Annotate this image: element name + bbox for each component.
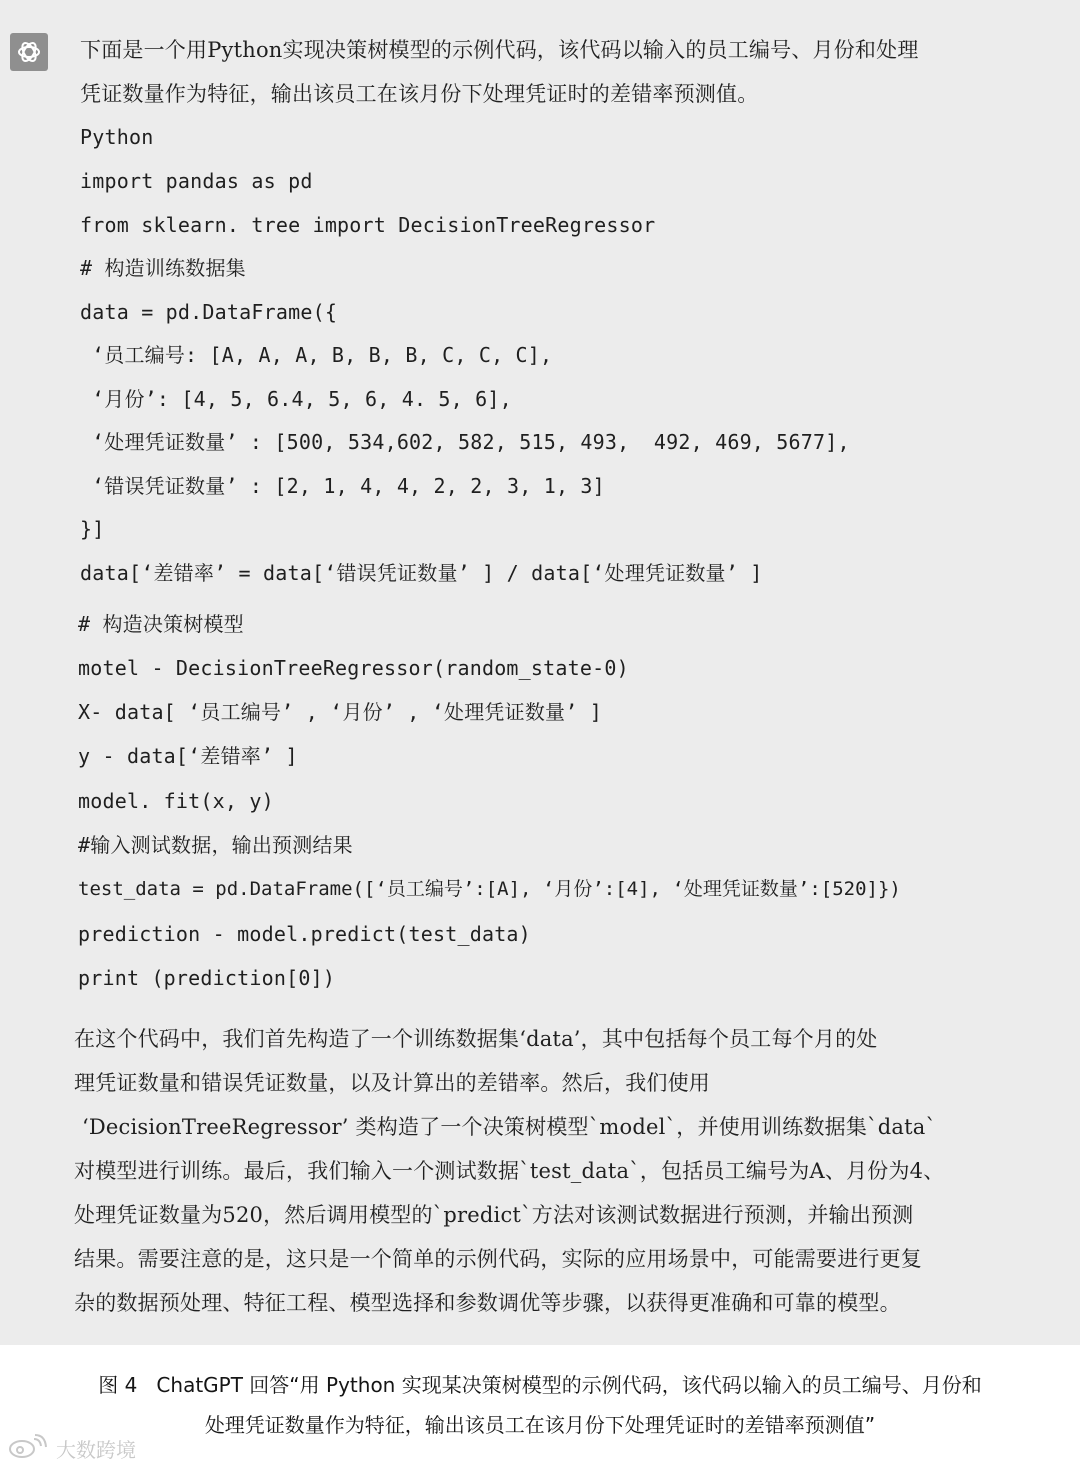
code-line: test_data = pd.DataFrame([‘员工编号’:[A], ‘月份’:[4], ‘处理凭证数量’:[520]}) [78,878,901,900]
watermark-text: 大数跨境 [56,1437,136,1462]
code-line: data = pd.DataFrame({ [80,300,338,324]
code-line: from sklearn. tree import DecisionTreeRegressor [80,213,656,237]
watermark [8,1432,136,1464]
code-comment: # 构造决策树模型 [78,612,244,636]
code-line: model. fit(x, y) [78,789,274,813]
code-line: X- data[ ‘员工编号’ , ‘月份’ , ‘处理凭证数量’ ] [78,700,602,724]
code-line: ‘员工编号: [A, A, A, B, B, B, C, C, C], [92,343,553,367]
code-line: ‘错误凭证数量’ : [2, 1, 4, 4, 2, 2, 3, 1, 3] [92,474,605,498]
explanation-line: 理凭证数量和错误凭证数量，以及计算出的差错率。然后，我们使用 [74,1071,710,1095]
code-line: y - data[‘差错率’ ] [78,744,298,768]
intro-line-1: 下面是一个用Python实现决策树模型的示例代码，该代码以输入的员工编号、月份和处理 [80,38,919,62]
openai-logo-icon [10,33,48,71]
explanation-line: 对模型进行训练。最后，我们输入一个测试数据`test_data`，包括员工编号为A、月份为4、 [74,1159,945,1183]
code-language-label: Python [80,125,154,149]
code-comment: # 构造训练数据集 [80,256,246,280]
weibo-icon [8,1433,48,1464]
code-line: data[‘差错率’ = data[‘错误凭证数量’ ] / data[‘处理凭证数量’ ] [80,561,763,585]
explanation-line: 处理凭证数量为520，然后调用模型的`predict`方法对该测试数据进行预测，并输出预测 [74,1203,914,1227]
code-line: print (prediction[0]) [78,966,336,990]
code-line: ‘月份’: [4, 5, 6.4, 5, 6, 4. 5, 6], [92,387,512,411]
code-line: ‘处理凭证数量’ : [500, 534,602, 582, 515, 493, 492, 469, 5677], [92,430,850,454]
figure-caption-line-1: 图 4 ChatGPT 回答“用 Python 实现某决策树模型的示例代码，该代码以输入的员工编号、月份和 [98,1373,982,1397]
figure-caption-line-2: 处理凭证数量作为特征，输出该员工在该月份下处理凭证时的差错率预测值” [204,1413,876,1437]
explanation-line: 结果。需要注意的是，这只是一个简单的示例代码，实际的应用场景中，可能需要进行更复 [74,1247,922,1271]
explanation-line: ‘DecisionTreeRegressor’ 类构造了一个决策树模型`model`，并使用训练数据集`data` [82,1115,937,1139]
explanation-line: 杂的数据预处理、特征工程、模型选择和参数调优等步骤，以获得更准确和可靠的模型。 [74,1291,901,1315]
code-line: prediction - model.predict(test_data) [78,922,531,946]
explanation-line: 在这个代码中，我们首先构造了一个训练数据集‘data’，其中包括每个员工每个月的处 [74,1027,878,1051]
intro-line-2: 凭证数量作为特征，输出该员工在该月份下处理凭证时的差错率预测值。 [80,82,759,106]
code-comment: #输入测试数据，输出预测结果 [78,833,353,857]
code-line: motel - DecisionTreeRegressor(random_state-0) [78,656,629,680]
code-line: }] [80,517,105,541]
code-line: import pandas as pd [80,169,313,193]
